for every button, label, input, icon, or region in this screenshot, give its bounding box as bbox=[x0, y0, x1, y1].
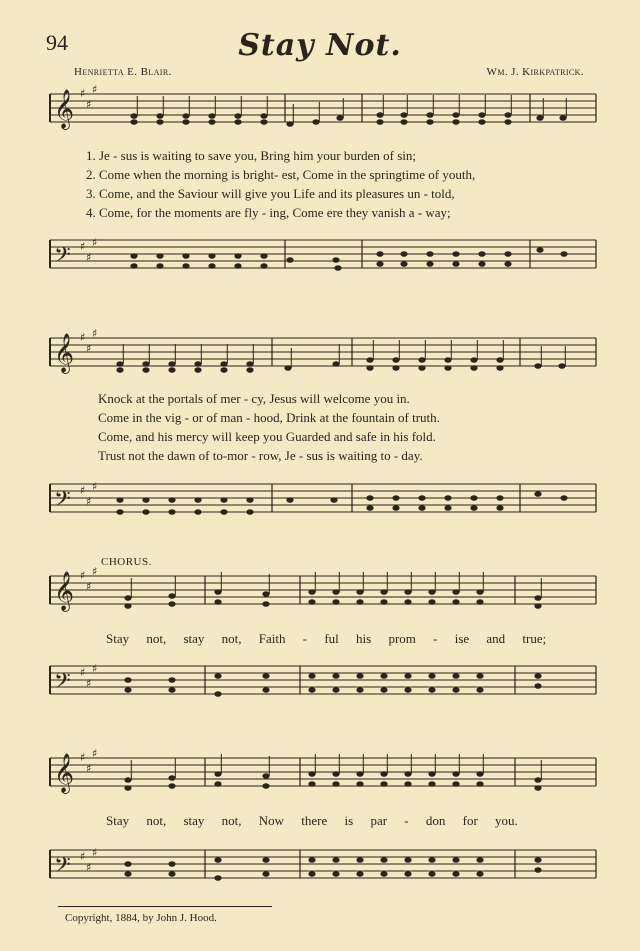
svg-text:♯: ♯ bbox=[80, 331, 86, 344]
svg-text:♯: ♯ bbox=[86, 495, 92, 508]
svg-text:♯: ♯ bbox=[92, 748, 98, 760]
svg-text:♯: ♯ bbox=[86, 342, 92, 355]
chorus-label: CHORUS. bbox=[101, 556, 152, 568]
footer-rule bbox=[58, 906, 272, 907]
svg-text:♯: ♯ bbox=[86, 98, 92, 111]
svg-text:♯: ♯ bbox=[86, 861, 92, 874]
svg-text:𝄞: 𝄞 bbox=[54, 753, 75, 793]
svg-text:𝄢: 𝄢 bbox=[54, 669, 71, 699]
chorus1-treble-staff bbox=[0, 566, 640, 622]
svg-text:♯: ♯ bbox=[92, 566, 98, 578]
lyricist-credit: Henrietta E. Blair. bbox=[74, 66, 172, 78]
svg-text:♯: ♯ bbox=[92, 662, 98, 675]
system1-bass-staff bbox=[0, 226, 640, 296]
system2-bass-staff bbox=[0, 470, 640, 534]
verse-line: Come, and his mercy will keep you Guarded and safe in his fold. bbox=[98, 429, 436, 444]
svg-text:♯: ♯ bbox=[86, 762, 92, 775]
system1-treble-staff bbox=[0, 84, 640, 140]
copyright-notice: Copyright, 1884, by John J. Hood. bbox=[65, 912, 217, 924]
svg-text:♯: ♯ bbox=[86, 677, 92, 690]
svg-text:𝄢: 𝄢 bbox=[54, 487, 71, 517]
svg-text:♯: ♯ bbox=[80, 484, 86, 497]
chorus2-treble-staff bbox=[0, 748, 640, 804]
svg-text:♯: ♯ bbox=[86, 580, 92, 593]
system2-treble-staff bbox=[0, 326, 640, 384]
svg-text:𝄢: 𝄢 bbox=[54, 853, 71, 883]
svg-text:♯: ♯ bbox=[80, 850, 86, 863]
verse-line: Knock at the portals of mer - cy, Jesus will welcome you in. bbox=[98, 391, 410, 406]
svg-text:♯: ♯ bbox=[80, 569, 86, 582]
svg-text:♯: ♯ bbox=[86, 251, 92, 264]
svg-text:𝄞: 𝄞 bbox=[54, 571, 75, 611]
verse-line: 2. Come when the morning is bright- est, Come in the springtime of youth, bbox=[86, 167, 476, 182]
verse-line: Come in the vig - or of man - hood, Drink at the fountain of truth. bbox=[98, 410, 440, 425]
svg-text:♯: ♯ bbox=[80, 751, 86, 764]
svg-text:♯: ♯ bbox=[92, 236, 98, 249]
verse-line: 3. Come, and the Saviour will give you Life and its pleasures un - told, bbox=[86, 186, 455, 201]
chorus-lyric-line: Stay not, stay not, Faith - ful his prom - ise and true; bbox=[106, 631, 547, 646]
verse-line: Trust not the dawn of to-mor - row, Je - sus is waiting to - day. bbox=[98, 448, 423, 463]
svg-text:♯: ♯ bbox=[92, 846, 98, 859]
composer-credit: Wm. J. Kirkpatrick. bbox=[486, 66, 584, 78]
svg-text:♯: ♯ bbox=[80, 87, 86, 100]
svg-text:𝄞: 𝄞 bbox=[54, 89, 75, 129]
svg-text:♯: ♯ bbox=[92, 84, 98, 96]
svg-text:𝄞: 𝄞 bbox=[54, 333, 75, 373]
svg-text:♯: ♯ bbox=[92, 327, 98, 340]
verse-line: 1. Je - sus is waiting to save you, Bring him your burden of sin; bbox=[86, 148, 417, 163]
svg-text:♯: ♯ bbox=[92, 480, 98, 493]
verse-line: 4. Come, for the moments are fly - ing, Come ere they vanish a - way; bbox=[86, 205, 451, 220]
chorus2-bass-staff bbox=[0, 840, 640, 900]
page-number: 94 bbox=[46, 30, 68, 55]
svg-text:♯: ♯ bbox=[80, 240, 86, 253]
chorus1-bass-staff bbox=[0, 656, 640, 716]
hymn-title: Stay Not. bbox=[238, 28, 402, 63]
chorus-lyric-line: Stay not, stay not, Now there is par - don for you. bbox=[106, 813, 518, 828]
svg-text:♯: ♯ bbox=[80, 666, 86, 679]
svg-text:𝄢: 𝄢 bbox=[54, 243, 71, 273]
